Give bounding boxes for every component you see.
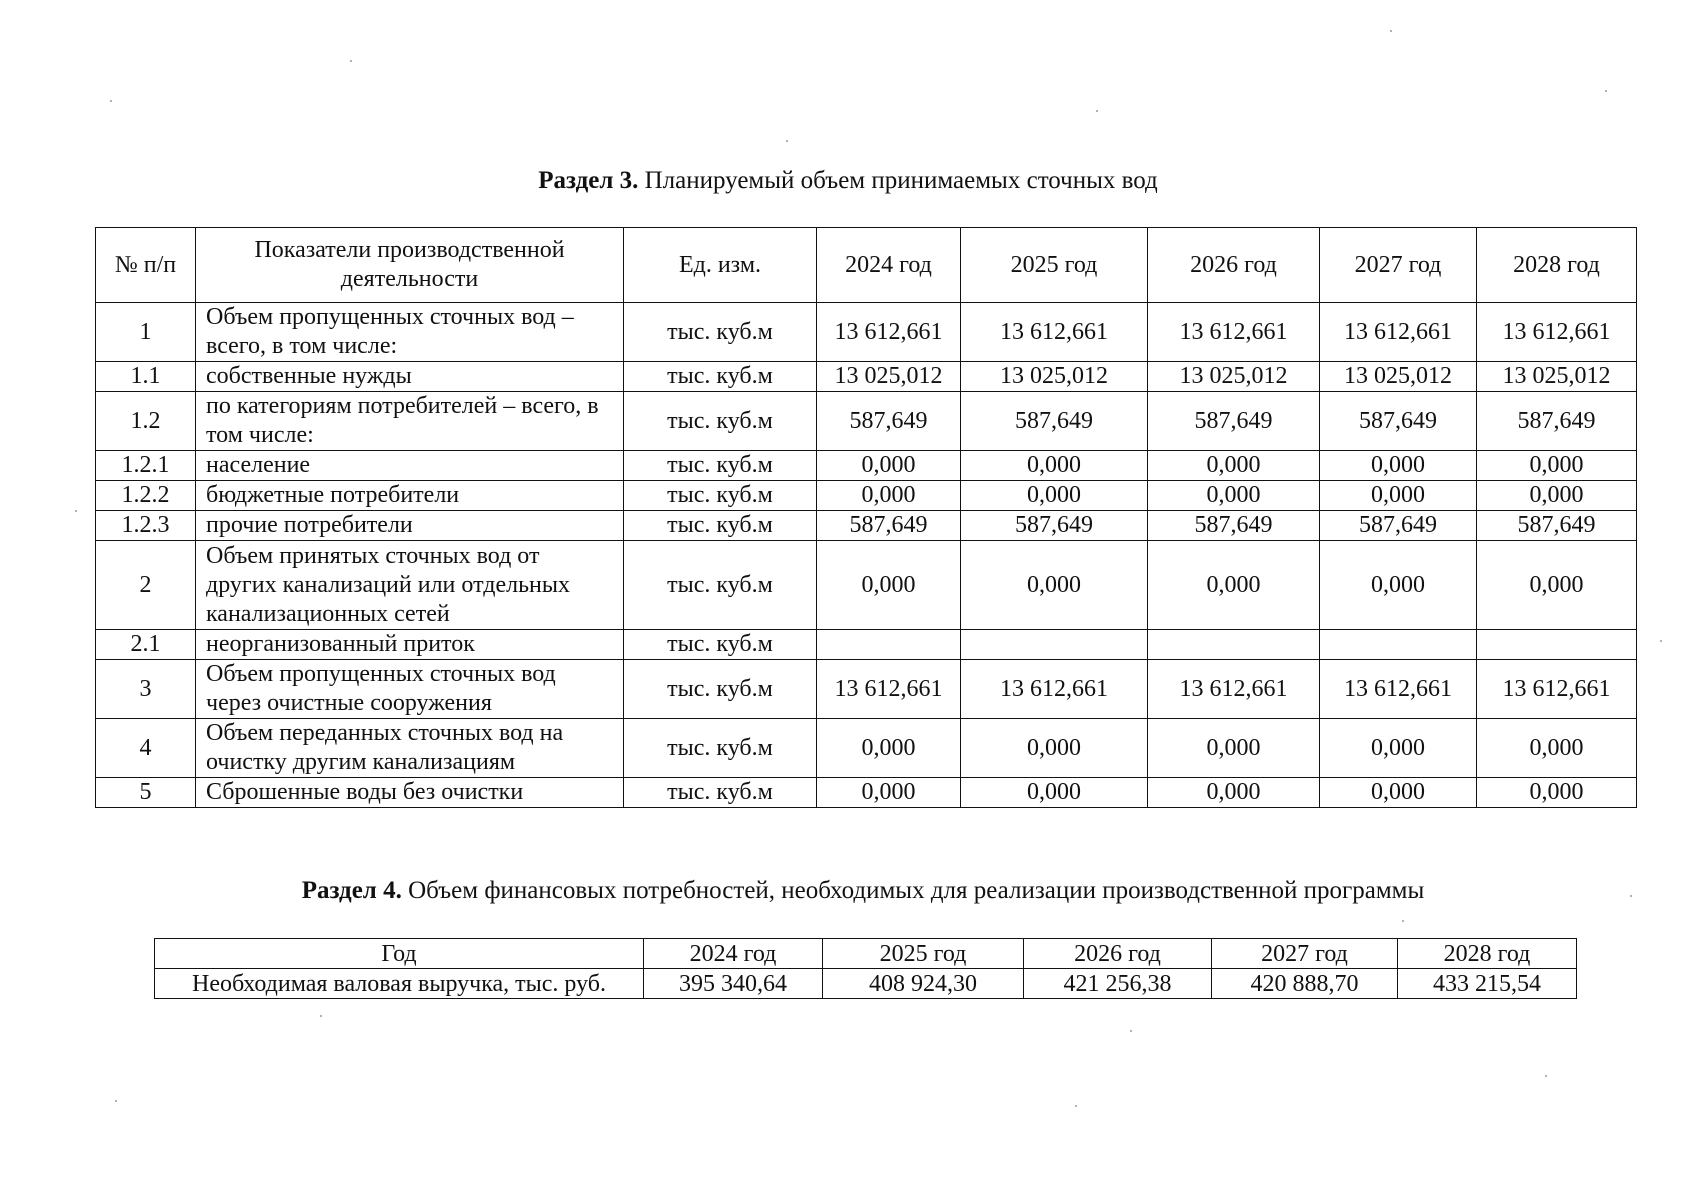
scan-speck bbox=[350, 60, 352, 62]
value-cell: 587,649 bbox=[1477, 511, 1637, 541]
indicator-name: население bbox=[196, 451, 624, 481]
scan-speck bbox=[1660, 640, 1662, 642]
value-cell: 0,000 bbox=[1320, 541, 1477, 630]
value-cell: 0,000 bbox=[961, 481, 1148, 511]
table-header-row bbox=[155, 939, 1577, 969]
unit-cell: тыс. куб.м bbox=[624, 719, 817, 778]
value-cell: 0,000 bbox=[817, 481, 961, 511]
value-cell: 587,649 bbox=[1320, 392, 1477, 451]
value-cell: 13 612,661 bbox=[1148, 660, 1320, 719]
indicator-name: по категориям потребителей – всего, в том числе: bbox=[196, 392, 624, 451]
column-header: 2024 год bbox=[644, 939, 823, 969]
value-cell: 0,000 bbox=[961, 451, 1148, 481]
value-cell: 433 215,54 bbox=[1398, 969, 1577, 999]
scan-speck bbox=[1605, 90, 1607, 92]
column-header: Ед. изм. bbox=[624, 228, 817, 303]
value-cell bbox=[817, 630, 961, 660]
row-number: 5 bbox=[96, 778, 196, 808]
table-row bbox=[96, 362, 1637, 392]
table-row bbox=[96, 392, 1637, 451]
value-cell: 0,000 bbox=[817, 451, 961, 481]
section-4-title: Объем финансовых потребностей, необходимых для реализации производственной программы bbox=[401, 877, 1425, 904]
row-number: 1.2.1 bbox=[96, 451, 196, 481]
value-cell: 0,000 bbox=[961, 778, 1148, 808]
table-row bbox=[96, 719, 1637, 778]
value-cell: 587,649 bbox=[961, 392, 1148, 451]
value-cell: 421 256,38 bbox=[1024, 969, 1212, 999]
value-cell: 13 612,661 bbox=[817, 660, 961, 719]
value-cell bbox=[1148, 630, 1320, 660]
value-cell: 13 025,012 bbox=[1148, 362, 1320, 392]
value-cell: 587,649 bbox=[1320, 511, 1477, 541]
indicator-name: Сброшенные воды без очистки bbox=[196, 778, 624, 808]
column-header: 2026 год bbox=[1148, 228, 1320, 303]
value-cell: 0,000 bbox=[817, 778, 961, 808]
column-header: 2027 год bbox=[1212, 939, 1398, 969]
unit-cell: тыс. куб.м bbox=[624, 303, 817, 362]
wastewater-volume-table bbox=[95, 227, 1637, 808]
value-cell: 0,000 bbox=[1148, 481, 1320, 511]
value-cell: 0,000 bbox=[1477, 719, 1637, 778]
section-4-heading bbox=[12, 876, 1702, 906]
value-cell: 587,649 bbox=[1148, 392, 1320, 451]
section-4-label: Раздел 4. bbox=[301, 877, 402, 904]
scan-speck bbox=[110, 100, 112, 102]
row-number: 2.1 bbox=[96, 630, 196, 660]
value-cell: 13 612,661 bbox=[1320, 660, 1477, 719]
value-cell: 0,000 bbox=[1148, 778, 1320, 808]
value-cell: 0,000 bbox=[1477, 541, 1637, 630]
scan-speck bbox=[1075, 1105, 1077, 1107]
indicator-name: Объем переданных сточных вод на очистку другим канализациям bbox=[196, 719, 624, 778]
value-cell: 0,000 bbox=[1320, 719, 1477, 778]
row-number: 4 bbox=[96, 719, 196, 778]
column-header: 2025 год bbox=[961, 228, 1148, 303]
column-header: Год bbox=[155, 939, 644, 969]
value-cell: 0,000 bbox=[1477, 778, 1637, 808]
value-cell: 587,649 bbox=[1477, 392, 1637, 451]
unit-cell: тыс. куб.м bbox=[624, 541, 817, 630]
indicator-name: Объем пропущенных сточных вод – всего, в том числе: bbox=[196, 303, 624, 362]
indicator-name: бюджетные потребители bbox=[196, 481, 624, 511]
unit-cell: тыс. куб.м bbox=[624, 778, 817, 808]
value-cell: 13 025,012 bbox=[1320, 362, 1477, 392]
scan-speck bbox=[1402, 920, 1404, 922]
unit-cell: тыс. куб.м bbox=[624, 660, 817, 719]
row-number: 1.1 bbox=[96, 362, 196, 392]
section-3-title: Планируемый объем принимаемых сточных вод bbox=[638, 167, 1158, 194]
indicator-name: прочие потребители bbox=[196, 511, 624, 541]
value-cell: 13 612,661 bbox=[1477, 660, 1637, 719]
value-cell: 408 924,30 bbox=[823, 969, 1024, 999]
value-cell: 0,000 bbox=[1148, 719, 1320, 778]
indicator-name: неорганизованный приток bbox=[196, 630, 624, 660]
row-number: 1.2.2 bbox=[96, 481, 196, 511]
unit-cell: тыс. куб.м bbox=[624, 630, 817, 660]
value-cell: 13 612,661 bbox=[1320, 303, 1477, 362]
value-cell: 587,649 bbox=[817, 392, 961, 451]
table-row bbox=[96, 541, 1637, 630]
financial-needs-table bbox=[154, 938, 1577, 999]
row-number: 1.2 bbox=[96, 392, 196, 451]
column-header: 2026 год bbox=[1024, 939, 1212, 969]
column-header: 2024 год bbox=[817, 228, 961, 303]
scan-speck bbox=[115, 1100, 117, 1102]
unit-cell: тыс. куб.м bbox=[624, 511, 817, 541]
value-cell bbox=[1320, 630, 1477, 660]
value-cell: 13 025,012 bbox=[1477, 362, 1637, 392]
table-row bbox=[96, 481, 1637, 511]
value-cell: 0,000 bbox=[1477, 481, 1637, 511]
indicator-name: Объем пропущенных сточных вод через очистные сооружения bbox=[196, 660, 624, 719]
value-cell: 587,649 bbox=[1148, 511, 1320, 541]
table-row bbox=[96, 778, 1637, 808]
unit-cell: тыс. куб.м bbox=[624, 451, 817, 481]
value-cell: 13 025,012 bbox=[961, 362, 1148, 392]
value-cell: 13 612,661 bbox=[1477, 303, 1637, 362]
column-header: № п/п bbox=[96, 228, 196, 303]
scan-speck bbox=[1130, 1030, 1132, 1032]
value-cell: 13 612,661 bbox=[961, 660, 1148, 719]
unit-cell: тыс. куб.м bbox=[624, 392, 817, 451]
value-cell: 420 888,70 bbox=[1212, 969, 1398, 999]
value-cell: 0,000 bbox=[1320, 451, 1477, 481]
row-number: 1 bbox=[96, 303, 196, 362]
unit-cell: тыс. куб.м bbox=[624, 481, 817, 511]
value-cell: 587,649 bbox=[817, 511, 961, 541]
value-cell: 0,000 bbox=[1148, 541, 1320, 630]
scan-speck bbox=[1390, 30, 1392, 32]
value-cell: 13 025,012 bbox=[817, 362, 961, 392]
column-header: 2025 год bbox=[823, 939, 1024, 969]
row-number: 1.2.3 bbox=[96, 511, 196, 541]
table-row bbox=[96, 630, 1637, 660]
value-cell: 0,000 bbox=[1320, 778, 1477, 808]
unit-cell: тыс. куб.м bbox=[624, 362, 817, 392]
value-cell: 0,000 bbox=[817, 541, 961, 630]
scan-speck bbox=[786, 140, 788, 142]
value-cell bbox=[961, 630, 1148, 660]
value-cell: 0,000 bbox=[1320, 481, 1477, 511]
scan-speck bbox=[320, 1015, 322, 1017]
value-cell: 0,000 bbox=[817, 719, 961, 778]
row-label: Необходимая валовая выручка, тыс. руб. bbox=[155, 969, 644, 999]
value-cell: 0,000 bbox=[1148, 451, 1320, 481]
table-row bbox=[155, 969, 1577, 999]
column-header: Показатели производственной деятельности bbox=[196, 228, 624, 303]
value-cell: 13 612,661 bbox=[961, 303, 1148, 362]
indicator-name: собственные нужды bbox=[196, 362, 624, 392]
value-cell: 0,000 bbox=[1477, 451, 1637, 481]
table-row bbox=[96, 451, 1637, 481]
value-cell: 0,000 bbox=[961, 541, 1148, 630]
scan-speck bbox=[75, 510, 77, 512]
value-cell: 587,649 bbox=[961, 511, 1148, 541]
value-cell: 13 612,661 bbox=[817, 303, 961, 362]
value-cell bbox=[1477, 630, 1637, 660]
scan-speck bbox=[1630, 895, 1632, 897]
value-cell: 0,000 bbox=[961, 719, 1148, 778]
section-3-heading bbox=[0, 166, 1699, 196]
column-header: 2028 год bbox=[1398, 939, 1577, 969]
table-row bbox=[96, 303, 1637, 362]
value-cell: 395 340,64 bbox=[644, 969, 823, 999]
section-3-label: Раздел 3. bbox=[538, 167, 639, 194]
value-cell: 13 612,661 bbox=[1148, 303, 1320, 362]
row-number: 2 bbox=[96, 541, 196, 630]
table-row bbox=[96, 511, 1637, 541]
table-row bbox=[96, 660, 1637, 719]
scan-speck bbox=[1096, 110, 1098, 112]
scan-speck bbox=[1545, 1075, 1547, 1077]
row-number: 3 bbox=[96, 660, 196, 719]
column-header: 2027 год bbox=[1320, 228, 1477, 303]
table-header-row bbox=[96, 228, 1637, 303]
column-header: 2028 год bbox=[1477, 228, 1637, 303]
indicator-name: Объем принятых сточных вод от других канализаций или отдельных канализационных сетей bbox=[196, 541, 624, 630]
